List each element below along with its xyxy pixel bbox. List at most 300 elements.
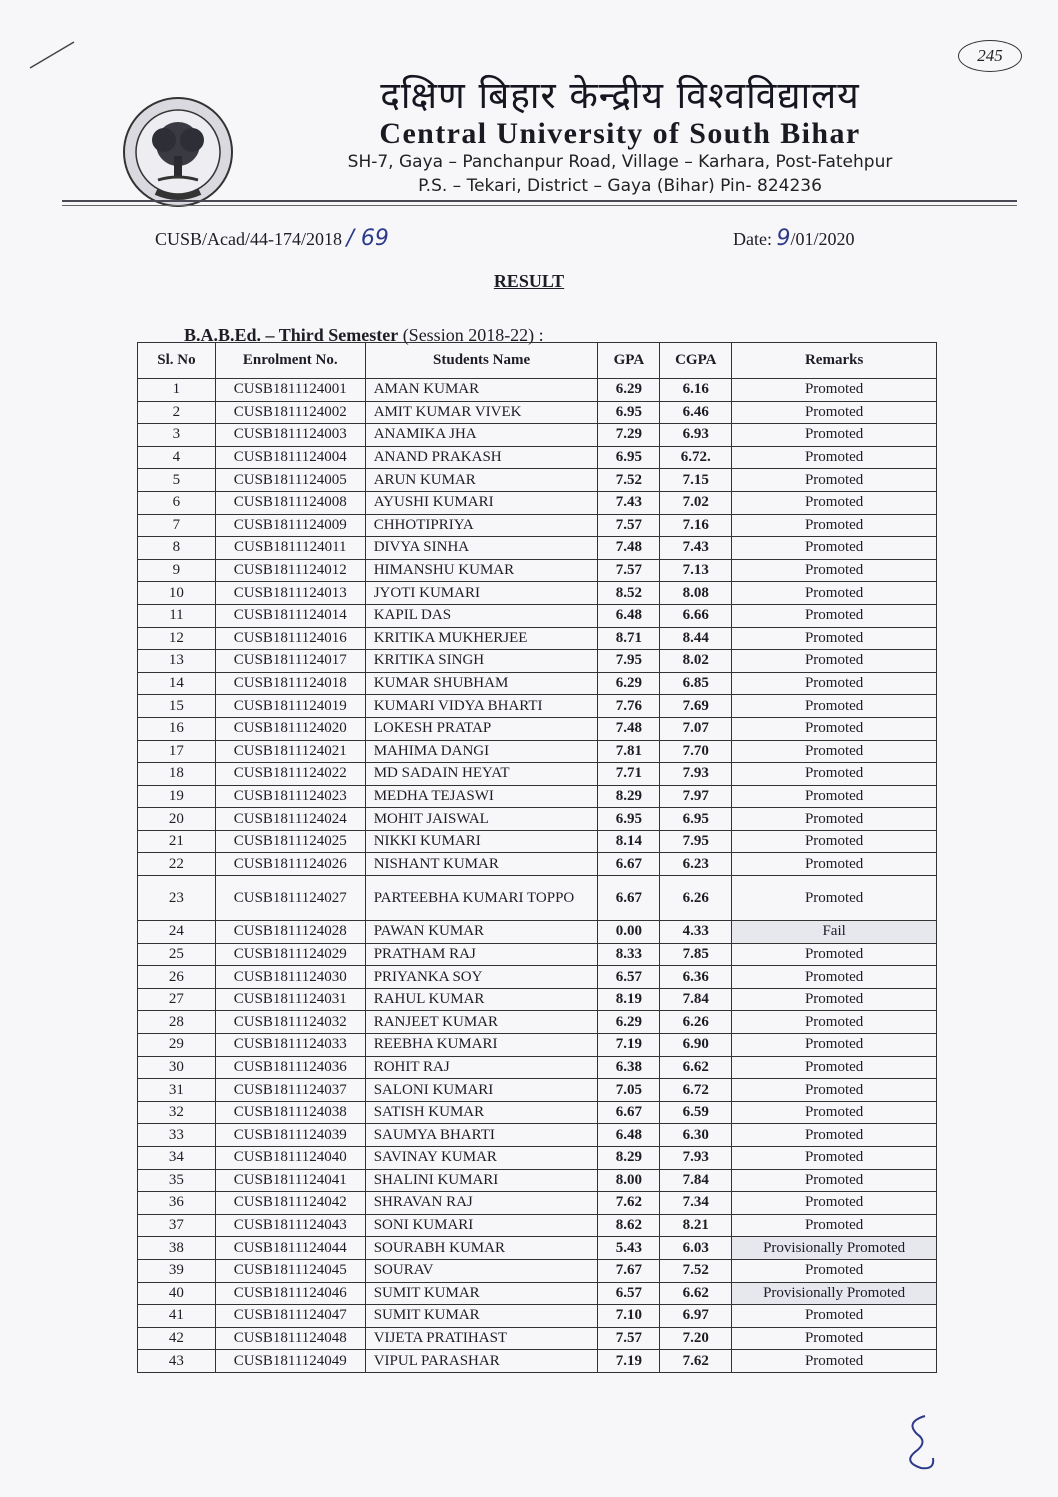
table-row (138, 966, 937, 989)
cell-cgpa: 7.15 (660, 469, 732, 492)
cell-cgpa: 7.07 (660, 717, 732, 740)
pen-mark-icon (28, 38, 76, 70)
cell-sl: 42 (138, 1327, 216, 1350)
cell-cgpa: 4.33 (660, 921, 732, 944)
cell-enrolment: CUSB1811124017 (215, 650, 365, 673)
cell-remarks: Promoted (732, 943, 937, 966)
cell-student-name: KAPIL DAS (365, 604, 598, 627)
table-row (138, 1079, 937, 1102)
cell-remarks: Promoted (732, 1034, 937, 1057)
cell-sl: 5 (138, 469, 216, 492)
cell-enrolment: CUSB1811124027 (215, 876, 365, 921)
cell-remarks: Promoted (732, 1079, 937, 1102)
cell-gpa: 8.29 (598, 785, 660, 808)
cell-remarks: Promoted (732, 966, 937, 989)
table-row (138, 853, 937, 876)
cell-student-name: SUMIT KUMAR (365, 1282, 598, 1305)
cell-student-name: RAHUL KUMAR (365, 988, 598, 1011)
table-row (138, 695, 937, 718)
signature-icon (895, 1412, 945, 1472)
cell-cgpa: 6.66 (660, 604, 732, 627)
table-row (138, 1214, 937, 1237)
university-name-hindi: दक्षिण बिहार केन्द्रीय विश्वविद्यालय (380, 74, 860, 117)
cell-remarks: Promoted (732, 853, 937, 876)
cell-gpa: 8.00 (598, 1169, 660, 1192)
header-divider-thin (62, 205, 1017, 206)
table-row (138, 1147, 937, 1170)
cell-gpa: 7.95 (598, 650, 660, 673)
cell-cgpa: 6.23 (660, 853, 732, 876)
cell-gpa: 7.57 (598, 514, 660, 537)
cell-gpa: 7.19 (598, 1034, 660, 1057)
cell-gpa: 7.48 (598, 537, 660, 560)
cell-cgpa: 7.84 (660, 988, 732, 1011)
cell-student-name: SAVINAY KUMAR (365, 1147, 598, 1170)
cell-enrolment: CUSB1811124037 (215, 1079, 365, 1102)
cell-student-name: SUMIT KUMAR (365, 1305, 598, 1328)
cell-cgpa: 6.26 (660, 1011, 732, 1034)
cell-enrolment: CUSB1811124016 (215, 627, 365, 650)
cell-student-name: NIKKI KUMARI (365, 830, 598, 853)
cell-cgpa: 6.59 (660, 1101, 732, 1124)
cell-sl: 21 (138, 830, 216, 853)
cell-enrolment: CUSB1811124018 (215, 672, 365, 695)
cell-cgpa: 7.62 (660, 1350, 732, 1373)
cell-remarks: Fail (732, 921, 937, 944)
cell-remarks: Promoted (732, 785, 937, 808)
cell-cgpa: 7.97 (660, 785, 732, 808)
cell-remarks: Promoted (732, 514, 937, 537)
university-seal-icon (122, 96, 234, 208)
cell-remarks: Promoted (732, 582, 937, 605)
cell-student-name: NISHANT KUMAR (365, 853, 598, 876)
cell-enrolment: CUSB1811124041 (215, 1169, 365, 1192)
col-header-sl: Sl. No (138, 343, 216, 379)
cell-enrolment: CUSB1811124025 (215, 830, 365, 853)
cell-enrolment: CUSB1811124013 (215, 582, 365, 605)
cell-student-name: SATISH KUMAR (365, 1101, 598, 1124)
cell-student-name: PAWAN KUMAR (365, 921, 598, 944)
cell-sl: 14 (138, 672, 216, 695)
cell-gpa: 6.57 (598, 1282, 660, 1305)
cell-enrolment: CUSB1811124045 (215, 1259, 365, 1282)
cell-student-name: VIJETA PRATIHAST (365, 1327, 598, 1350)
cell-remarks: Promoted (732, 740, 937, 763)
cell-gpa: 0.00 (598, 921, 660, 944)
table-row (138, 650, 937, 673)
table-row (138, 379, 937, 402)
cell-sl: 22 (138, 853, 216, 876)
cell-enrolment: CUSB1811124005 (215, 469, 365, 492)
cell-enrolment: CUSB1811124008 (215, 491, 365, 514)
cell-gpa: 6.38 (598, 1056, 660, 1079)
cell-sl: 25 (138, 943, 216, 966)
cell-enrolment: CUSB1811124033 (215, 1034, 365, 1057)
cell-enrolment: CUSB1811124046 (215, 1282, 365, 1305)
cell-gpa: 6.95 (598, 446, 660, 469)
cell-gpa: 6.48 (598, 604, 660, 627)
cell-gpa: 7.76 (598, 695, 660, 718)
cell-sl: 24 (138, 921, 216, 944)
cell-cgpa: 7.70 (660, 740, 732, 763)
cell-student-name: KUMAR SHUBHAM (365, 672, 598, 695)
table-row (138, 1192, 937, 1215)
cell-remarks: Promoted (732, 446, 937, 469)
cell-gpa: 5.43 (598, 1237, 660, 1260)
table-row (138, 740, 937, 763)
cell-gpa: 6.67 (598, 853, 660, 876)
cell-remarks: Promoted (732, 379, 937, 402)
cell-enrolment: CUSB1811124011 (215, 537, 365, 560)
table-row (138, 469, 937, 492)
cell-remarks: Promoted (732, 559, 937, 582)
table-row (138, 1101, 937, 1124)
cell-student-name: CHHOTIPRIYA (365, 514, 598, 537)
cell-sl: 27 (138, 988, 216, 1011)
cell-gpa: 7.05 (598, 1079, 660, 1102)
cell-sl: 13 (138, 650, 216, 673)
cell-sl: 19 (138, 785, 216, 808)
cell-sl: 37 (138, 1214, 216, 1237)
cell-gpa: 7.67 (598, 1259, 660, 1282)
cell-gpa: 6.57 (598, 966, 660, 989)
cell-student-name: JYOTI KUMARI (365, 582, 598, 605)
header-divider (62, 200, 1017, 202)
cell-cgpa: 7.43 (660, 537, 732, 560)
table-row (138, 830, 937, 853)
cell-enrolment: CUSB1811124038 (215, 1101, 365, 1124)
col-header-enrolment: Enrolment No. (215, 343, 365, 379)
cell-sl: 40 (138, 1282, 216, 1305)
cell-enrolment: CUSB1811124030 (215, 966, 365, 989)
table-row (138, 1034, 937, 1057)
cell-gpa: 8.52 (598, 582, 660, 605)
cell-cgpa: 6.62 (660, 1056, 732, 1079)
cell-student-name: MD SADAIN HEYAT (365, 763, 598, 786)
cell-cgpa: 6.72 (660, 1079, 732, 1102)
date-label: Date: (733, 229, 772, 249)
cell-sl: 43 (138, 1350, 216, 1373)
cell-student-name: ARUN KUMAR (365, 469, 598, 492)
cell-remarks: Promoted (732, 1169, 937, 1192)
cell-enrolment: CUSB1811124031 (215, 988, 365, 1011)
cell-sl: 23 (138, 876, 216, 921)
cell-gpa: 7.52 (598, 469, 660, 492)
cell-sl: 17 (138, 740, 216, 763)
cell-cgpa: 7.93 (660, 1147, 732, 1170)
cell-student-name: AYUSHI KUMARI (365, 491, 598, 514)
cell-cgpa: 6.90 (660, 1034, 732, 1057)
cell-sl: 8 (138, 537, 216, 560)
cell-sl: 29 (138, 1034, 216, 1057)
cell-remarks: Promoted (732, 1056, 937, 1079)
cell-enrolment: CUSB1811124040 (215, 1147, 365, 1170)
cell-gpa: 6.29 (598, 1011, 660, 1034)
cell-remarks: Provisionally Promoted (732, 1237, 937, 1260)
table-row (138, 717, 937, 740)
cell-cgpa: 7.84 (660, 1169, 732, 1192)
cell-remarks: Promoted (732, 763, 937, 786)
cell-remarks: Provisionally Promoted (732, 1282, 937, 1305)
table-row (138, 604, 937, 627)
cell-sl: 7 (138, 514, 216, 537)
cell-enrolment: CUSB1811124021 (215, 740, 365, 763)
cell-enrolment: CUSB1811124043 (215, 1214, 365, 1237)
cell-cgpa: 7.16 (660, 514, 732, 537)
table-row (138, 672, 937, 695)
cell-gpa: 8.19 (598, 988, 660, 1011)
cell-remarks: Promoted (732, 1147, 937, 1170)
cell-gpa: 8.71 (598, 627, 660, 650)
cell-enrolment: CUSB1811124039 (215, 1124, 365, 1147)
cell-remarks: Promoted (732, 1327, 937, 1350)
cell-cgpa: 7.93 (660, 763, 732, 786)
cell-remarks: Promoted (732, 537, 937, 560)
table-row (138, 1282, 937, 1305)
table-row (138, 1259, 937, 1282)
cell-cgpa: 6.30 (660, 1124, 732, 1147)
cell-cgpa: 6.36 (660, 966, 732, 989)
cell-sl: 16 (138, 717, 216, 740)
cell-remarks: Promoted (732, 491, 937, 514)
table-row (138, 514, 937, 537)
cell-sl: 38 (138, 1237, 216, 1260)
cell-sl: 9 (138, 559, 216, 582)
cell-sl: 2 (138, 401, 216, 424)
cell-sl: 4 (138, 446, 216, 469)
cell-remarks: Promoted (732, 401, 937, 424)
cell-sl: 33 (138, 1124, 216, 1147)
cell-gpa: 7.43 (598, 491, 660, 514)
cell-gpa: 6.29 (598, 672, 660, 695)
cell-enrolment: CUSB1811124009 (215, 514, 365, 537)
cell-sl: 11 (138, 604, 216, 627)
cell-cgpa: 6.93 (660, 424, 732, 447)
cell-enrolment: CUSB1811124020 (215, 717, 365, 740)
document-date (733, 226, 855, 251)
table-row (138, 1169, 937, 1192)
cell-cgpa: 7.13 (660, 559, 732, 582)
cell-student-name: RANJEET KUMAR (365, 1011, 598, 1034)
cell-cgpa: 7.85 (660, 943, 732, 966)
cell-remarks: Promoted (732, 1350, 937, 1373)
table-row (138, 401, 937, 424)
cell-enrolment: CUSB1811124024 (215, 808, 365, 831)
cell-remarks: Promoted (732, 1192, 937, 1215)
cell-gpa: 7.48 (598, 717, 660, 740)
cell-sl: 1 (138, 379, 216, 402)
cell-sl: 30 (138, 1056, 216, 1079)
cell-gpa: 6.95 (598, 808, 660, 831)
cell-sl: 6 (138, 491, 216, 514)
cell-remarks: Promoted (732, 1214, 937, 1237)
cell-gpa: 7.81 (598, 740, 660, 763)
cell-cgpa: 8.21 (660, 1214, 732, 1237)
cell-remarks: Promoted (732, 1124, 937, 1147)
cell-sl: 12 (138, 627, 216, 650)
cell-student-name: KRITIKA MUKHERJEE (365, 627, 598, 650)
reference-handwritten: / 69 (346, 226, 389, 251)
cell-enrolment: CUSB1811124004 (215, 446, 365, 469)
cell-student-name: KUMARI VIDYA BHARTI (365, 695, 598, 718)
cell-cgpa: 6.62 (660, 1282, 732, 1305)
cell-sl: 3 (138, 424, 216, 447)
cell-student-name: SOURAV (365, 1259, 598, 1282)
cell-gpa: 7.29 (598, 424, 660, 447)
cell-student-name: PARTEEBHA KUMARI TOPPO (365, 876, 598, 921)
result-heading (0, 271, 1058, 292)
cell-cgpa: 6.72. (660, 446, 732, 469)
cell-gpa: 6.67 (598, 876, 660, 921)
letterhead (250, 74, 990, 198)
address-line-1: SH-7, Gaya – Panchanpur Road, Village – Karhara, Post-Fatehpur (347, 152, 893, 172)
cell-student-name: AMAN KUMAR (365, 379, 598, 402)
cell-enrolment: CUSB1811124002 (215, 401, 365, 424)
cell-cgpa: 7.34 (660, 1192, 732, 1215)
table-row (138, 785, 937, 808)
cell-enrolment: CUSB1811124026 (215, 853, 365, 876)
cell-remarks: Promoted (732, 469, 937, 492)
table-row (138, 537, 937, 560)
cell-gpa: 8.14 (598, 830, 660, 853)
cell-student-name: MAHIMA DANGI (365, 740, 598, 763)
cell-student-name: ANAND PRAKASH (365, 446, 598, 469)
cell-student-name: SONI KUMARI (365, 1214, 598, 1237)
cell-enrolment: CUSB1811124049 (215, 1350, 365, 1373)
cell-cgpa: 7.69 (660, 695, 732, 718)
cell-sl: 20 (138, 808, 216, 831)
col-header-remarks: Remarks (732, 343, 937, 379)
cell-gpa: 6.29 (598, 379, 660, 402)
cell-student-name: ANAMIKA JHA (365, 424, 598, 447)
table-row (138, 1011, 937, 1034)
cell-student-name: MEDHA TEJASWI (365, 785, 598, 808)
col-header-gpa: GPA (598, 343, 660, 379)
cell-enrolment: CUSB1811124042 (215, 1192, 365, 1215)
table-row (138, 1350, 937, 1373)
table-row (138, 446, 937, 469)
cell-cgpa: 8.02 (660, 650, 732, 673)
table-row (138, 988, 937, 1011)
cell-student-name: PRATHAM RAJ (365, 943, 598, 966)
cell-enrolment: CUSB1811124012 (215, 559, 365, 582)
cell-gpa: 6.95 (598, 401, 660, 424)
university-name-english: Central University of South Bihar (379, 117, 861, 150)
reference-number (155, 226, 389, 251)
cell-cgpa: 6.95 (660, 808, 732, 831)
cell-gpa: 7.57 (598, 559, 660, 582)
cell-enrolment: CUSB1811124036 (215, 1056, 365, 1079)
cell-remarks: Promoted (732, 1305, 937, 1328)
table-row (138, 627, 937, 650)
cell-enrolment: CUSB1811124003 (215, 424, 365, 447)
cell-enrolment: CUSB1811124047 (215, 1305, 365, 1328)
cell-remarks: Promoted (732, 830, 937, 853)
cell-student-name: ROHIT RAJ (365, 1056, 598, 1079)
cell-enrolment: CUSB1811124014 (215, 604, 365, 627)
cell-cgpa: 6.16 (660, 379, 732, 402)
cell-student-name: PRIYANKA SOY (365, 966, 598, 989)
cell-sl: 15 (138, 695, 216, 718)
cell-remarks: Promoted (732, 988, 937, 1011)
cell-enrolment: CUSB1811124032 (215, 1011, 365, 1034)
cell-enrolment: CUSB1811124029 (215, 943, 365, 966)
cell-gpa: 8.33 (598, 943, 660, 966)
cell-enrolment: CUSB1811124028 (215, 921, 365, 944)
table-row (138, 491, 937, 514)
table-header-row (138, 343, 937, 379)
cell-student-name: SOURABH KUMAR (365, 1237, 598, 1260)
cell-enrolment: CUSB1811124022 (215, 763, 365, 786)
table-row (138, 1327, 937, 1350)
cell-gpa: 6.48 (598, 1124, 660, 1147)
reference-prefix: CUSB/Acad/44-174/2018 (155, 229, 342, 249)
cell-gpa: 7.19 (598, 1350, 660, 1373)
cell-cgpa: 6.85 (660, 672, 732, 695)
cell-remarks: Promoted (732, 717, 937, 740)
cell-student-name: MOHIT JAISWAL (365, 808, 598, 831)
cell-cgpa: 7.20 (660, 1327, 732, 1350)
cell-remarks: Promoted (732, 604, 937, 627)
table-row (138, 582, 937, 605)
cell-remarks: Promoted (732, 1259, 937, 1282)
date-day-handwritten: 9 (776, 226, 791, 251)
cell-student-name: REEBHA KUMARI (365, 1034, 598, 1057)
cell-student-name: AMIT KUMAR VIVEK (365, 401, 598, 424)
cell-sl: 39 (138, 1259, 216, 1282)
cell-enrolment: CUSB1811124023 (215, 785, 365, 808)
table-row (138, 876, 937, 921)
cell-sl: 26 (138, 966, 216, 989)
session-text: (Session 2018-22) : (398, 325, 544, 345)
cell-cgpa: 7.02 (660, 491, 732, 514)
cell-remarks: Promoted (732, 695, 937, 718)
cell-sl: 36 (138, 1192, 216, 1215)
cell-remarks: Promoted (732, 672, 937, 695)
cell-cgpa: 7.95 (660, 830, 732, 853)
cell-gpa: 6.67 (598, 1101, 660, 1124)
cell-student-name: DIVYA SINHA (365, 537, 598, 560)
cell-gpa: 7.10 (598, 1305, 660, 1328)
cell-student-name: SHRAVAN RAJ (365, 1192, 598, 1215)
cell-student-name: KRITIKA SINGH (365, 650, 598, 673)
cell-enrolment: CUSB1811124048 (215, 1327, 365, 1350)
cell-sl: 34 (138, 1147, 216, 1170)
cell-gpa: 7.57 (598, 1327, 660, 1350)
cell-remarks: Promoted (732, 424, 937, 447)
cell-remarks: Promoted (732, 1011, 937, 1034)
cell-sl: 28 (138, 1011, 216, 1034)
cell-remarks: Promoted (732, 650, 937, 673)
cell-cgpa: 6.03 (660, 1237, 732, 1260)
table-row (138, 1305, 937, 1328)
table-row (138, 763, 937, 786)
cell-remarks: Promoted (732, 876, 937, 921)
table-row (138, 1124, 937, 1147)
cell-enrolment: CUSB1811124001 (215, 379, 365, 402)
cell-sl: 18 (138, 763, 216, 786)
table-row (138, 559, 937, 582)
programme-name: B.A.B.Ed. – Third Semester (184, 325, 399, 345)
cell-sl: 35 (138, 1169, 216, 1192)
cell-enrolment: CUSB1811124019 (215, 695, 365, 718)
cell-cgpa: 6.26 (660, 876, 732, 921)
cell-cgpa: 7.52 (660, 1259, 732, 1282)
col-header-cgpa: CGPA (660, 343, 732, 379)
table-row (138, 808, 937, 831)
cell-remarks: Promoted (732, 627, 937, 650)
cell-gpa: 7.62 (598, 1192, 660, 1215)
